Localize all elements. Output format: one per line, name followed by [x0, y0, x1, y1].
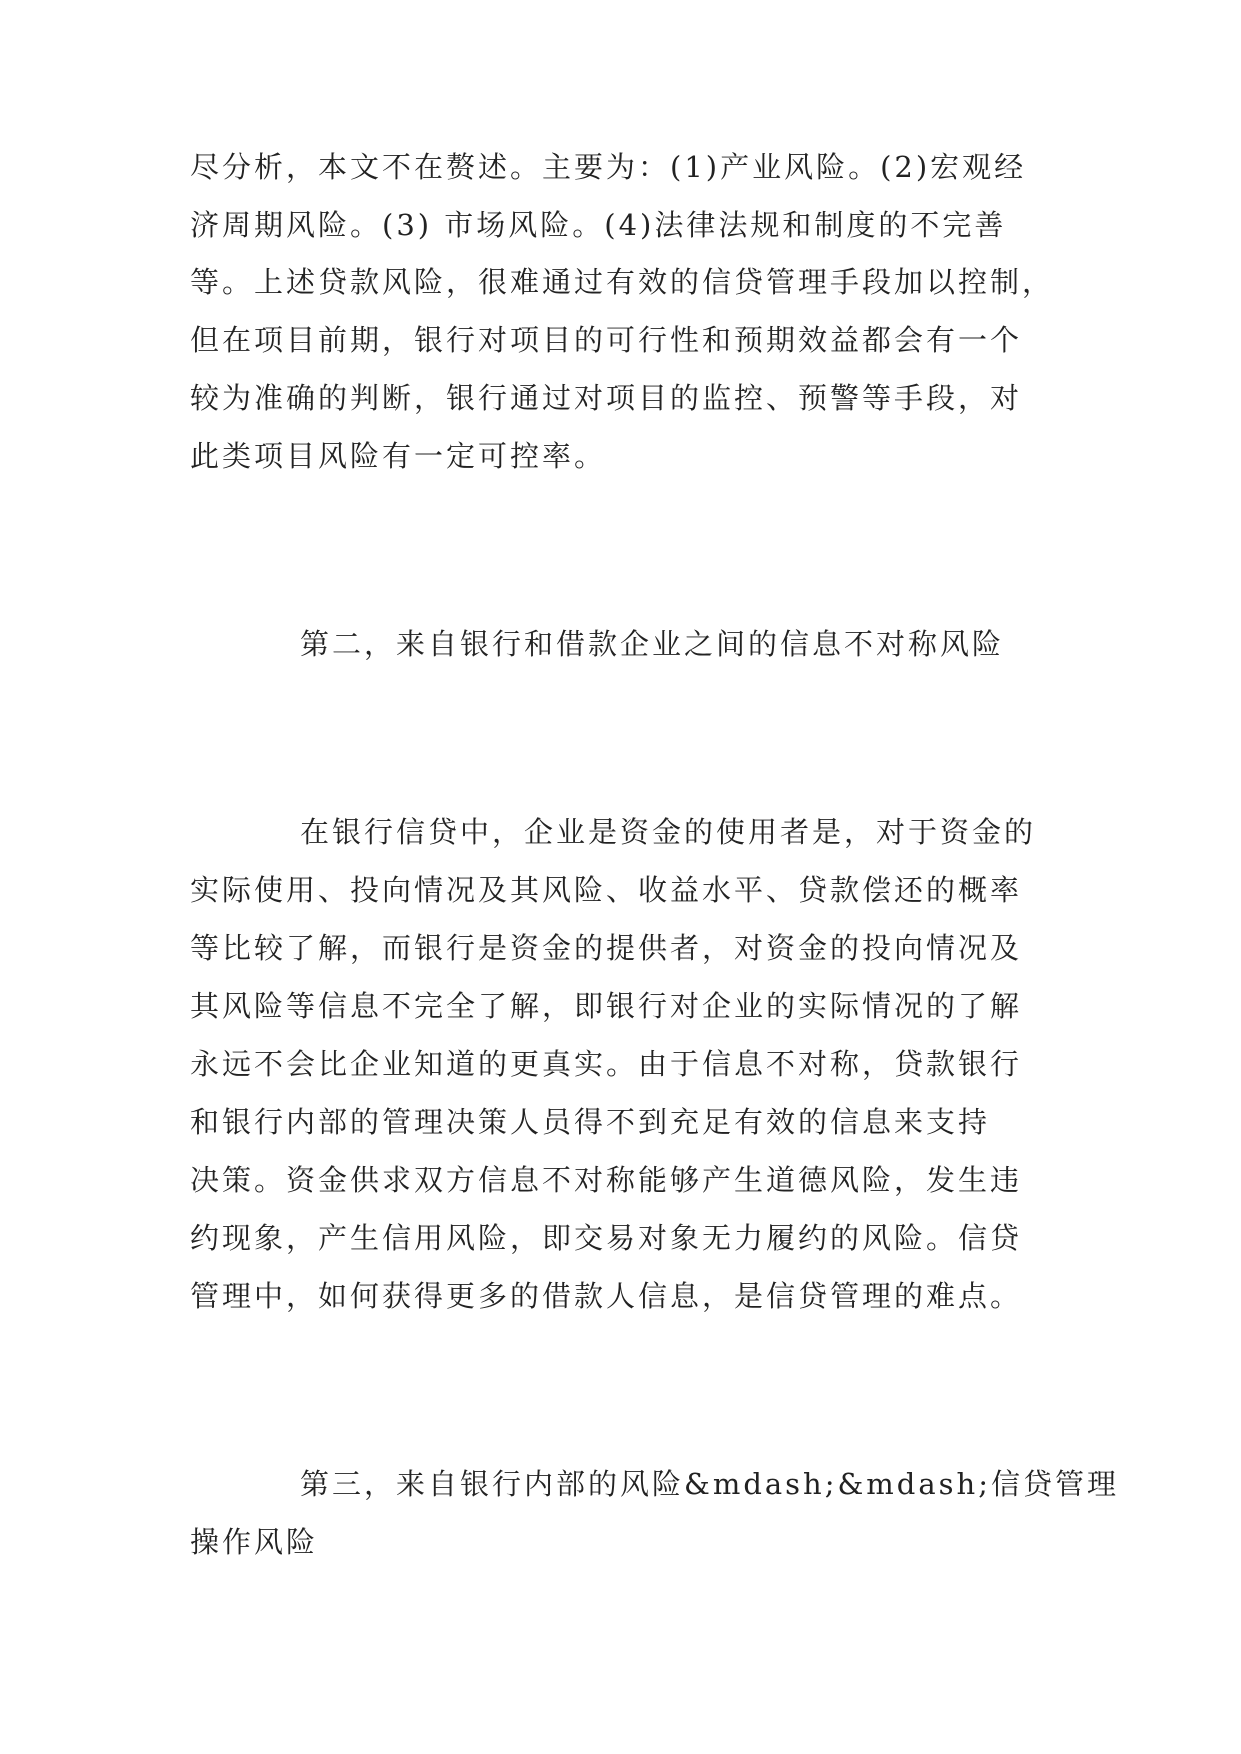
paragraph-line: 济周期风险。(3) 市场风险。(4)法律法规和制度的不完善	[190, 208, 1007, 242]
paragraph-line: 其风险等信息不完全了解，即银行对企业的实际情况的了解	[190, 989, 1023, 1023]
paragraph-line: 在银行信贷中，企业是资金的使用者是，对于资金的	[300, 815, 1037, 849]
paragraph-line: 此类项目风险有一定可控率。	[190, 439, 607, 473]
paragraph-line: 但在项目前期，银行对项目的可行性和预期效益都会有一个	[190, 323, 1023, 357]
paragraph-line: 等比较了解，而银行是资金的提供者，对资金的投向情况及	[190, 931, 1023, 965]
paragraph-line: 较为准确的判断，银行通过对项目的监控、预警等手段，对	[190, 381, 1023, 415]
paragraph-line: 管理中，如何获得更多的借款人信息，是信贷管理的难点。	[190, 1279, 1023, 1313]
section-heading: 操作风险	[190, 1525, 319, 1559]
section-heading: 第二，来自银行和借款企业之间的信息不对称风险	[300, 627, 1005, 661]
paragraph-line: 等。上述贷款风险，很难通过有效的信贷管理手段加以控制，	[190, 265, 1055, 299]
paragraph-line: 约现象，产生信用风险，即交易对象无力履约的风险。信贷	[190, 1221, 1023, 1255]
paragraph-line: 实际使用、投向情况及其风险、收益水平、贷款偿还的概率	[190, 873, 1023, 907]
paragraph-line: 永远不会比企业知道的更真实。由于信息不对称，贷款银行	[190, 1047, 1023, 1081]
paragraph-line: 尽分析，本文不在赘述。主要为：(1)产业风险。(2)宏观经	[190, 150, 1027, 184]
paragraph-line: 和银行内部的管理决策人员得不到充足有效的信息来支持	[190, 1105, 991, 1139]
paragraph-line: 决策。资金供求双方信息不对称能够产生道德风险，发生违	[190, 1163, 1023, 1197]
section-heading: 第三，来自银行内部的风险&mdash;&mdash;信贷管理	[300, 1467, 1119, 1501]
